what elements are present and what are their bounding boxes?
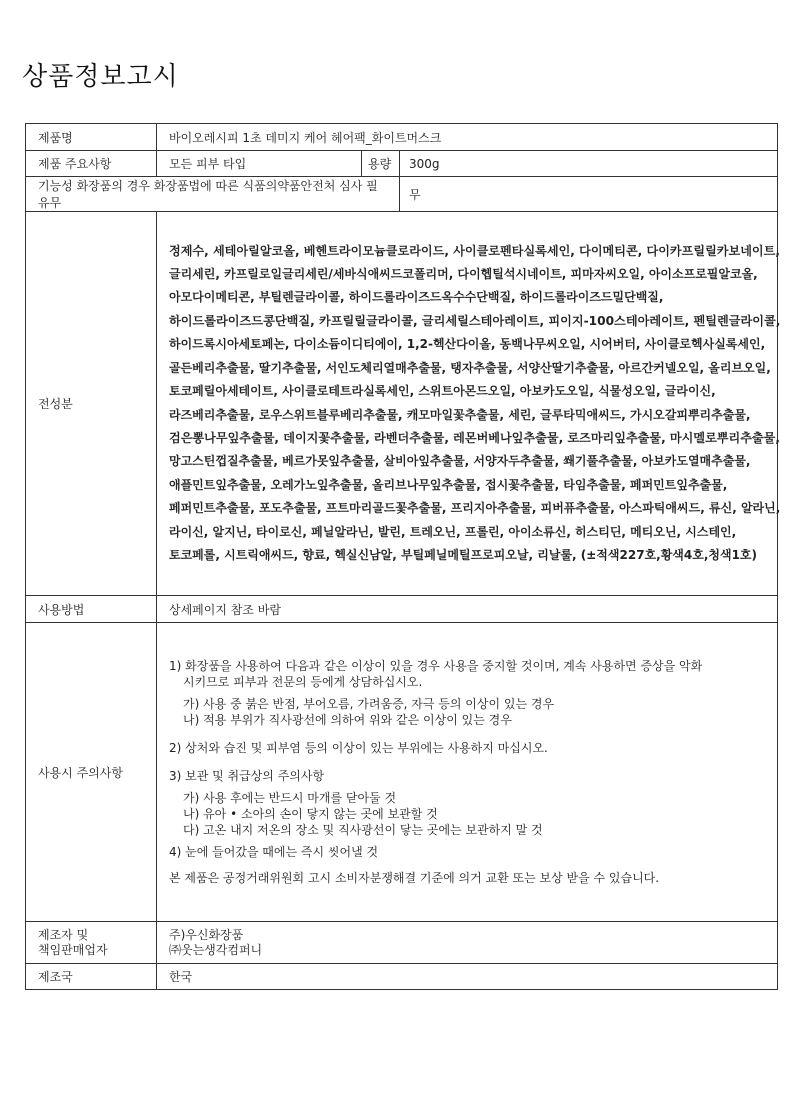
ingredients-line: 글리세린, 카프릴로일글리세린/세바식애씨드코폴리머, 다이헵틸석시네이트, 피마자씨오일, 아이소프로필알코올,: [169, 267, 758, 282]
caution-item-3: 3) 보관 및 취급상의 주의사항: [169, 769, 325, 783]
cautions-value: [157, 623, 778, 922]
product-name-label: 제품명: [26, 124, 157, 151]
row-manufacturer: [26, 922, 778, 964]
ingredients-line: 애플민트잎추출물, 오레가노잎추출물, 올리브나무잎추출물, 접시꽃추출물, 타임추출물, 페퍼민트잎추출물,: [169, 477, 728, 492]
caution-item-3-sub-2: 나) 유아 • 소아의 손이 닿지 않는 곳에 보관할 것: [183, 807, 438, 821]
usage-label: 사용방법: [26, 596, 157, 623]
ingredients-line: 하이드롤라이즈드콩단백질, 카프릴릴글라이콜, 글리세릴스테아레이트, 피이지-100스테아레이트, 펜틸렌글라이콜,: [169, 313, 781, 328]
ingredients-line: 정제수, 세테아릴알코올, 베헨트라이모늄클로라이드, 사이클로펜타실록세인, 다이메티콘, 다이카프릴릴카보네이트,: [169, 243, 780, 258]
product-info-table: [25, 123, 781, 990]
country-label: 제조국: [26, 964, 157, 990]
manufacturer-label: [26, 922, 157, 964]
manufacturer-value-line-2: ㈜웃는생각컴퍼니: [169, 942, 263, 957]
row-functional: [26, 177, 778, 212]
country-value: 한국: [157, 964, 778, 990]
manufacturer-label-line-2: 책임판매업자: [38, 942, 108, 957]
ingredients-line: 아모다이메티콘, 부틸렌글라이콜, 하이드롤라이즈드옥수수단백질, 하이드롤라이즈드밀단백질,: [169, 290, 664, 305]
caution-item-1-sub-1: 가) 사용 중 붉은 반점, 부어오름, 가려움증, 자극 등의 이상이 있는 경우: [183, 697, 555, 711]
caution-item-1-line-2: 시키므로 피부과 전문의 등에게 상담하십시오.: [183, 675, 423, 689]
usage-value: 상세페이지 참조 바람: [157, 596, 778, 623]
row-country: [26, 964, 778, 990]
caution-item-4: 4) 눈에 들어갔을 때에는 즉시 씻어낼 것: [169, 845, 379, 859]
volume-label: 용량: [362, 151, 400, 177]
ingredients-line: 검은뽕나무잎추출물, 데이지꽃추출물, 라벤더추출물, 레몬버베나잎추출물, 로즈마리잎추출물, 마시멜로뿌리추출물,: [169, 430, 780, 445]
manufacturer-value: [157, 922, 778, 964]
caution-item-1-sub-2: 나) 적용 부위가 직사광선에 의하여 위와 같은 이상이 있는 경우: [183, 713, 512, 727]
page-title: 상품정보고시: [22, 62, 179, 92]
caution-item-1-line-1: 1) 화장품을 사용하여 다음과 같은 이상이 있을 경우 사용을 중지할 것이며, 계속 사용하면 증상을 악화: [169, 659, 703, 673]
ingredients-line: 라즈베리추출물, 로우스위트블루베리추출물, 캐모마일꽃추출물, 세린, 글루타믹애씨드, 가시오갈피뿌리추출물,: [169, 407, 751, 422]
caution-notice: 본 제품은 공정거래위원회 고시 소비자분쟁해결 기준에 의거 교환 또는 보상 받을 수 있습니다.: [169, 871, 660, 885]
ingredients-line: 망고스틴껍질추출물, 베르가못잎추출물, 살비아잎추출물, 서양자두추출물, 쐐기풀추출물, 아보카도열매추출물,: [169, 454, 751, 469]
product-name-value: 바이오레시피 1초 데미지 케어 헤어팩_화이트머스크: [157, 124, 778, 151]
ingredients-line: 라이신, 알지닌, 타이로신, 페닐알라닌, 발린, 트레오닌, 프롤린, 아이소류신, 히스티딘, 메티오닌, 시스테인,: [169, 524, 737, 539]
ingredients-line: 골든베리추출물, 딸기추출물, 서인도체리열매추출물, 탱자추출물, 서양산딸기추출물, 아르간커넬오일, 올리브오일,: [169, 360, 771, 375]
row-specs: [26, 151, 778, 177]
specs-label: 제품 주요사항: [26, 151, 157, 177]
row-usage: [26, 596, 778, 623]
ingredients-line: 페퍼민트추출물, 포도추출물, 프트마리골드꽃추출물, 프리지아추출물, 피버퓨추출물, 아스파틱애씨드, 류신, 알라닌,: [169, 501, 781, 516]
manufacturer-label-line-1: 제조자 및: [38, 927, 89, 942]
caution-item-2: 2) 상처와 습진 및 피부염 등의 이상이 있는 부위에는 사용하지 마십시오.: [169, 741, 548, 755]
row-cautions: [26, 623, 778, 922]
specs-value: 모든 피부 타입: [157, 151, 362, 177]
ingredients-label: 전성분: [26, 212, 157, 596]
row-ingredients: [26, 212, 778, 596]
functional-value: 무: [400, 177, 778, 212]
row-product-name: [26, 124, 778, 151]
ingredients-value: [157, 212, 781, 596]
ingredients-line: 토코페릴아세테이트, 사이클로테트라실록세인, 스위트아몬드오일, 아보카도오일, 식물성오일, 글라이신,: [169, 384, 716, 399]
caution-item-1: [169, 658, 765, 690]
functional-label: 기능성 화장품의 경우 화장품법에 따른 식품의약품안전처 심사 필 유무: [26, 177, 400, 212]
ingredients-line: 토코페롤, 시트릭애씨드, 향료, 헥실신남알, 부틸페닐메틸프로피오날, 리날룰, (±적색227호,황색4호,청색1호): [169, 547, 757, 562]
cautions-label: 사용시 주의사항: [26, 623, 157, 922]
caution-item-3-sub-3: 다) 고온 내지 저온의 장소 및 직사광선이 닿는 곳에는 보관하지 말 것: [183, 823, 543, 837]
volume-value: 300g: [400, 151, 778, 177]
ingredients-line: 하이드록시아세토페논, 다이소듐이디티에이, 1,2-헥산다이올, 동백나무씨오일, 시어버터, 사이클로헥사실록세인,: [169, 337, 766, 352]
caution-item-3-sub-1: 가) 사용 후에는 반드시 마개를 닫아둘 것: [183, 791, 397, 805]
manufacturer-value-line-1: 주)우신화장품: [169, 927, 244, 942]
